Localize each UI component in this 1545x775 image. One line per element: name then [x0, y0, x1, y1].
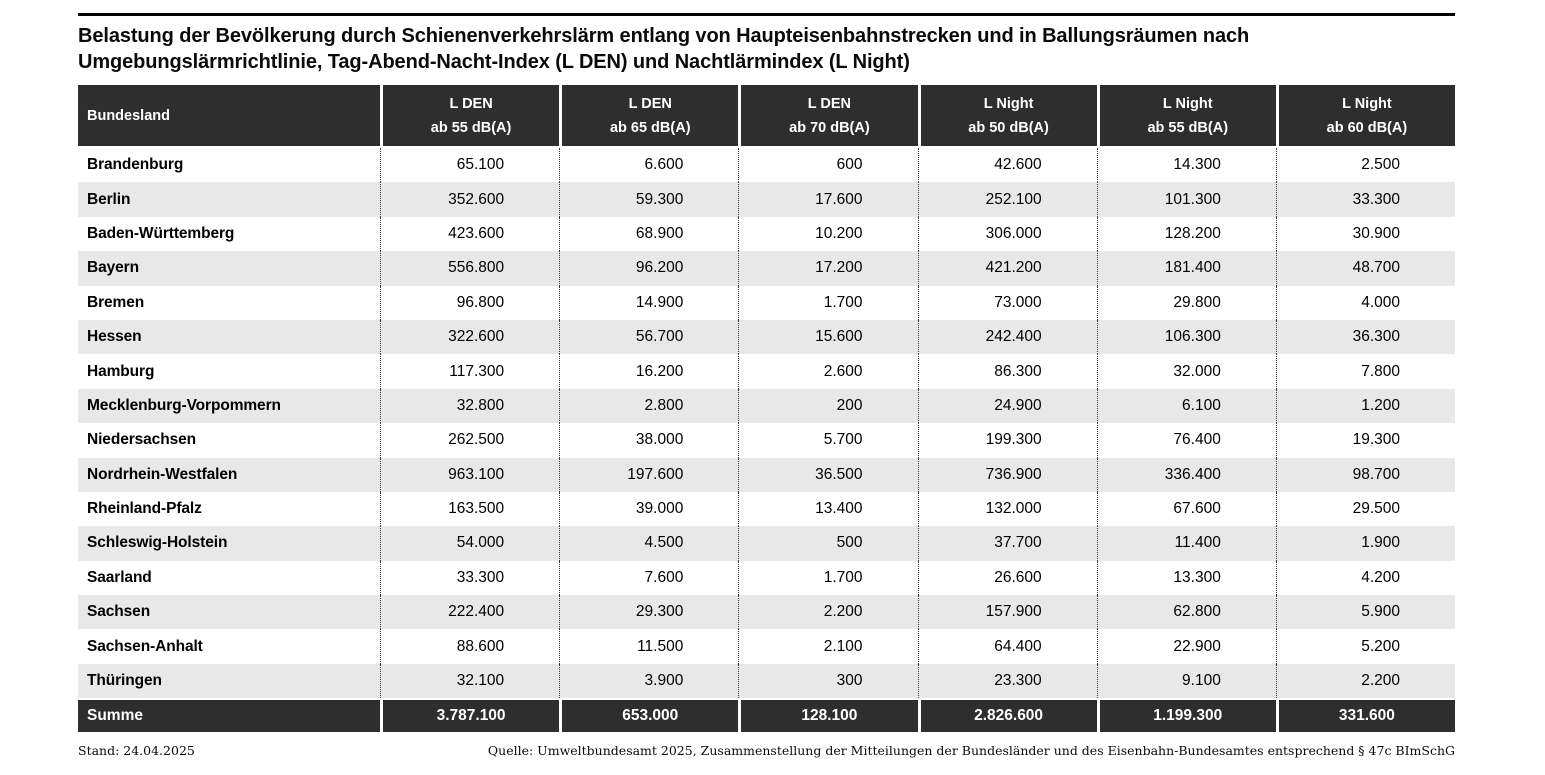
value-cell: 36.300 [1276, 320, 1455, 354]
bundesland-cell: Mecklenburg-Vorpommern [87, 396, 281, 414]
table-row [78, 492, 1455, 526]
column-header-sublabel: ab 55 dB(A) [430, 119, 512, 136]
value-cell: 59.300 [559, 182, 738, 216]
table-row [78, 286, 1455, 320]
value-cell: 73.000 [918, 286, 1097, 320]
column-header-label: L Night [1342, 95, 1392, 112]
value-cell: 1.700 [738, 561, 917, 595]
value-cell: 17.200 [738, 251, 917, 285]
table-row [78, 320, 1455, 354]
value-cell: 24.900 [918, 389, 1097, 423]
value-cell: 1.200 [1276, 389, 1455, 423]
bundesland-cell: Nordrhein-Westfalen [87, 465, 238, 483]
value-cell: 5.200 [1276, 629, 1455, 663]
column-header-sublabel: ab 50 dB(A) [968, 119, 1049, 136]
value-cell: 36.500 [738, 458, 917, 492]
value-cell: 2.100 [738, 629, 917, 663]
sum-value-cell: 3.787.100 [380, 700, 559, 732]
column-header-lnight-55 [1097, 85, 1276, 146]
value-cell: 19.300 [1276, 423, 1455, 457]
bundesland-cell: Berlin [87, 190, 131, 208]
value-cell: 39.000 [559, 492, 738, 526]
value-cell: 163.500 [380, 492, 559, 526]
value-cell: 7.800 [1276, 354, 1455, 388]
value-cell: 33.300 [1276, 182, 1455, 216]
value-cell: 29.800 [1097, 286, 1276, 320]
page-title: Belastung der Bevölkerung durch Schienenverkehrslärm entlang von Haupteisenbahnstrecken und in Ballungsräumen nach Umgebungslärmrichtlinie, Tag-Abend-Nacht-Index (L DEN) und Nachtlärmindex (L Night) [78, 25, 1250, 73]
column-header-lden-55 [380, 85, 559, 146]
value-cell: 76.400 [1097, 423, 1276, 457]
value-cell: 48.700 [1276, 251, 1455, 285]
column-header-label: L Night [1162, 95, 1213, 112]
source-note: Quelle: Umweltbundesamt 2025, Zusammenstellung der Mitteilungen der Bundesländer und des Eisenbahn-Bundesamtes entsprechend § 47c BImSchG [487, 743, 1455, 759]
value-cell: 22.900 [1097, 629, 1276, 663]
stand-note: Stand: 24.04.2025 [78, 743, 195, 759]
value-cell: 200 [738, 389, 917, 423]
value-cell: 5.900 [1276, 595, 1455, 629]
value-cell: 1.700 [738, 286, 917, 320]
sum-value-cell: 1.199.300 [1097, 700, 1276, 732]
value-cell: 199.300 [918, 423, 1097, 457]
table-row [78, 182, 1455, 216]
table-body [78, 148, 1455, 698]
value-cell: 2.500 [1276, 148, 1455, 182]
value-cell: 500 [738, 526, 917, 560]
value-cell: 1.900 [1276, 526, 1455, 560]
value-cell: 67.600 [1097, 492, 1276, 526]
column-header-lnight-50 [918, 85, 1097, 146]
column-header-sublabel: ab 55 dB(A) [1147, 119, 1229, 136]
value-cell: 33.300 [380, 561, 559, 595]
sum-value-cell: 331.600 [1276, 700, 1455, 732]
value-cell: 4.000 [1276, 286, 1455, 320]
value-cell: 38.000 [559, 423, 738, 457]
value-cell: 23.300 [918, 664, 1097, 698]
value-cell: 736.900 [918, 458, 1097, 492]
value-cell: 65.100 [380, 148, 559, 182]
table-row [78, 423, 1455, 457]
value-cell: 132.000 [918, 492, 1097, 526]
column-header-sublabel: ab 70 dB(A) [789, 119, 870, 136]
bundesland-cell: Niedersachsen [87, 431, 196, 449]
value-cell: 32.000 [1097, 354, 1276, 388]
bundesland-cell: Baden-Württemberg [87, 224, 235, 242]
value-cell: 106.300 [1097, 320, 1276, 354]
value-cell: 3.900 [559, 664, 738, 698]
column-header-label: L DEN [807, 95, 852, 112]
bundesland-cell: Saarland [87, 568, 152, 586]
value-cell: 556.800 [380, 251, 559, 285]
value-cell: 7.600 [559, 561, 738, 595]
value-cell: 68.900 [559, 217, 738, 251]
value-cell: 15.600 [738, 320, 917, 354]
bundesland-cell: Brandenburg [87, 156, 184, 174]
value-cell: 88.600 [380, 629, 559, 663]
sum-label-cell: Summe [78, 700, 380, 732]
value-cell: 96.200 [559, 251, 738, 285]
bundesland-cell: Schleswig-Holstein [87, 534, 228, 552]
sum-value-cell: 128.100 [738, 700, 917, 732]
value-cell: 42.600 [918, 148, 1097, 182]
bundesland-cell: Sachsen-Anhalt [87, 637, 203, 655]
column-header-label: L DEN [628, 95, 672, 112]
top-rule [78, 13, 1455, 16]
value-cell: 11.400 [1097, 526, 1276, 560]
value-cell: 2.800 [559, 389, 738, 423]
bundesland-cell: Bayern [87, 259, 139, 277]
value-cell: 306.000 [918, 217, 1097, 251]
value-cell: 98.700 [1276, 458, 1455, 492]
value-cell: 600 [738, 148, 917, 182]
column-header-sublabel: ab 60 dB(A) [1326, 119, 1408, 136]
table-row [78, 354, 1455, 388]
value-cell: 157.900 [918, 595, 1097, 629]
value-cell: 181.400 [1097, 251, 1276, 285]
value-cell: 11.500 [559, 629, 738, 663]
footer [78, 743, 1455, 758]
bundesland-cell: Thüringen [87, 672, 162, 690]
value-cell: 17.600 [738, 182, 917, 216]
column-header-label: L Night [983, 95, 1034, 112]
value-cell: 322.600 [380, 320, 559, 354]
table-row [78, 561, 1455, 595]
bundesland-cell: Bremen [87, 293, 145, 311]
value-cell: 32.800 [380, 389, 559, 423]
value-cell: 197.600 [559, 458, 738, 492]
table-row [78, 526, 1455, 560]
value-cell: 13.300 [1097, 561, 1276, 595]
value-cell: 300 [738, 664, 917, 698]
value-cell: 14.900 [559, 286, 738, 320]
table-row [78, 251, 1455, 285]
value-cell: 29.300 [559, 595, 738, 629]
value-cell: 54.000 [380, 526, 559, 560]
value-cell: 13.400 [738, 492, 917, 526]
value-cell: 352.600 [380, 182, 559, 216]
value-cell: 64.400 [918, 629, 1097, 663]
column-header-lden-70 [738, 85, 917, 146]
column-header-lden-65 [559, 85, 738, 146]
value-cell: 336.400 [1097, 458, 1276, 492]
value-cell: 6.100 [1097, 389, 1276, 423]
value-cell: 117.300 [380, 354, 559, 388]
value-cell: 86.300 [918, 354, 1097, 388]
value-cell: 2.200 [1276, 664, 1455, 698]
bundesland-cell: Hamburg [87, 362, 155, 380]
value-cell: 423.600 [380, 217, 559, 251]
value-cell: 96.800 [380, 286, 559, 320]
value-cell: 37.700 [918, 526, 1097, 560]
value-cell: 26.600 [918, 561, 1097, 595]
sum-value-cell: 653.000 [559, 700, 738, 732]
column-header-sublabel: ab 65 dB(A) [609, 119, 691, 136]
value-cell: 128.200 [1097, 217, 1276, 251]
value-cell: 421.200 [918, 251, 1097, 285]
column-header-label: L DEN [449, 95, 493, 112]
table-sum-row [78, 700, 1455, 732]
bundesland-cell: Rheinland-Pfalz [87, 500, 202, 518]
value-cell: 56.700 [559, 320, 738, 354]
table-row [78, 458, 1455, 492]
value-cell: 32.100 [380, 664, 559, 698]
value-cell: 4.500 [559, 526, 738, 560]
value-cell: 9.100 [1097, 664, 1276, 698]
table-row [78, 217, 1455, 251]
value-cell: 963.100 [380, 458, 559, 492]
value-cell: 29.500 [1276, 492, 1455, 526]
value-cell: 30.900 [1276, 217, 1455, 251]
table-row [78, 664, 1455, 698]
table-row [78, 389, 1455, 423]
value-cell: 2.600 [738, 354, 917, 388]
value-cell: 10.200 [738, 217, 917, 251]
table-row [78, 629, 1455, 663]
value-cell: 62.800 [1097, 595, 1276, 629]
value-cell: 14.300 [1097, 148, 1276, 182]
bundesland-cell: Hessen [87, 328, 142, 346]
value-cell: 252.100 [918, 182, 1097, 216]
value-cell: 2.200 [738, 595, 917, 629]
value-cell: 101.300 [1097, 182, 1276, 216]
column-header-label: Bundesland [87, 107, 170, 124]
column-header-lnight-60 [1276, 85, 1455, 146]
value-cell: 242.400 [918, 320, 1097, 354]
table-row [78, 595, 1455, 629]
sum-value-cell: 2.826.600 [918, 700, 1097, 732]
table-header-row [78, 85, 1455, 146]
table-row [78, 148, 1455, 182]
value-cell: 16.200 [559, 354, 738, 388]
value-cell: 6.600 [559, 148, 738, 182]
value-cell: 262.500 [380, 423, 559, 457]
bundesland-cell: Sachsen [87, 603, 151, 621]
value-cell: 222.400 [380, 595, 559, 629]
value-cell: 4.200 [1276, 561, 1455, 595]
column-header-bundesland [78, 85, 380, 146]
value-cell: 5.700 [738, 423, 917, 457]
